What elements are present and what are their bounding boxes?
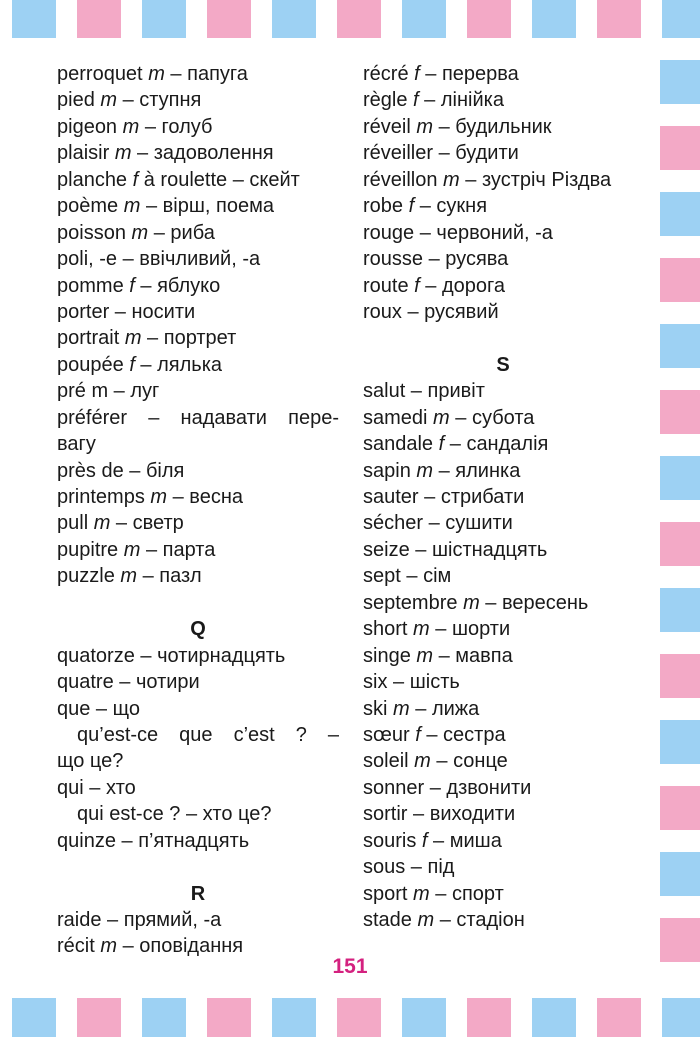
border-square <box>337 0 381 38</box>
translation: сестра <box>443 723 506 746</box>
dictionary-entry: quinze – п’ятнадцять <box>57 829 250 852</box>
dictionary-entry: stade m – стадіон <box>363 909 525 931</box>
translation: шість <box>409 671 460 694</box>
headword: pupitre <box>57 538 119 561</box>
border-square <box>662 0 700 38</box>
gender-marker: m <box>413 882 430 905</box>
headword: pomme <box>57 274 124 297</box>
border-square <box>532 0 576 38</box>
border-square <box>207 0 251 38</box>
dictionary-entry: sonner – дзвонити <box>363 776 532 799</box>
translation: перерва <box>441 63 519 85</box>
dictionary-line: вагу <box>57 433 96 456</box>
dictionary-entry: pied m – ступня <box>57 89 202 112</box>
translation: чотири <box>135 671 200 694</box>
dictionary-entry: pupitre m – парта <box>57 538 216 561</box>
translation: сушити <box>445 512 513 535</box>
headword: roux <box>363 300 402 323</box>
border-square <box>467 0 511 38</box>
translation: сандалія <box>466 433 549 456</box>
gender-marker: m <box>123 538 141 561</box>
headword: printemps <box>57 486 145 508</box>
gender-marker: m <box>131 221 149 244</box>
border-square <box>660 126 700 170</box>
gender-marker: m <box>100 935 118 958</box>
translation: задоволення <box>153 142 274 165</box>
translation: папуга <box>187 63 248 85</box>
headword: singe <box>363 644 411 667</box>
dictionary-entry: ski m – лижа <box>363 697 480 720</box>
headword: perroquet <box>57 63 143 85</box>
headword: route <box>363 274 409 297</box>
dictionary-entry: pré m – луг <box>57 380 160 403</box>
headword: récré <box>363 63 409 85</box>
translation: стрибати <box>440 486 525 508</box>
headword: rousse <box>363 248 424 271</box>
dictionary-entry: sécher – сушити <box>363 512 513 535</box>
headword: quatre <box>57 671 114 694</box>
dictionary-line: qui est-ce ? – хто це? <box>77 803 272 826</box>
dictionary-entry: poli, -e – ввічливий, -а <box>57 248 261 271</box>
dictionary-entry: salut – привіт <box>363 380 485 403</box>
gender-marker: m <box>123 195 141 218</box>
gender-marker: m <box>413 618 430 641</box>
translation: будити <box>455 142 519 165</box>
headword: réveillon <box>363 168 438 191</box>
border-square <box>660 588 700 632</box>
translation: дорога <box>441 274 505 297</box>
headword: raide <box>57 909 102 931</box>
translation: голуб <box>161 115 213 138</box>
translation: ялинка <box>455 459 521 482</box>
translation: светр <box>132 512 184 535</box>
translation: миша <box>449 829 502 852</box>
gender-marker: m <box>122 115 140 138</box>
headword: pull <box>57 512 89 535</box>
headword: rouge <box>363 221 415 244</box>
gender-marker: m <box>150 486 168 508</box>
translation: русява <box>445 248 509 271</box>
top-decorative-border <box>0 0 700 38</box>
dictionary-entry: récré f – перерва <box>363 63 519 85</box>
translation: червоний, -а <box>436 221 553 244</box>
gender-marker: m <box>93 512 111 535</box>
dictionary-entry: sandale f – сандалія <box>363 433 549 456</box>
dictionary-entry: route f – дорога <box>363 274 505 297</box>
gender-marker: m <box>114 142 132 165</box>
gender-marker: m <box>393 697 410 720</box>
dictionary-entry: robe f – сукня <box>363 195 488 218</box>
headword: quatorze <box>57 644 135 667</box>
dictionary-entry: quatre – чотири <box>57 671 200 694</box>
border-square <box>660 324 700 368</box>
headword: quinze <box>57 829 116 852</box>
translation: сукня <box>436 195 488 218</box>
headword: sandale <box>363 433 434 456</box>
translation: весна <box>189 486 243 508</box>
headword: plaisir <box>57 142 110 165</box>
dictionary-entry: règle f – лінійка <box>363 89 504 112</box>
translation: зустріч Різдва <box>481 168 612 191</box>
dictionary-entry: short m – шорти <box>363 618 511 641</box>
spacer <box>57 854 339 880</box>
right-decorative-border <box>660 60 700 990</box>
headword: poème <box>57 195 119 218</box>
dictionary-entry: poupée f – лялька <box>57 353 223 376</box>
gender-marker: f <box>129 274 135 297</box>
headword: près de <box>57 459 124 482</box>
dictionary-entry: septembre m – вересень <box>363 591 589 614</box>
dictionary-entry: plaisir m – задоволення <box>57 142 274 165</box>
dictionary-entry: porter – носити <box>57 300 196 323</box>
translation: хто <box>105 776 136 799</box>
dictionary-entry: pigeon m – голуб <box>57 115 213 138</box>
gender-marker: m <box>100 89 118 112</box>
border-square <box>660 60 700 104</box>
gender-marker: f <box>438 433 445 456</box>
translation: скейт <box>249 168 300 191</box>
dictionary-entry: réveillon m – зустріч Різдва <box>363 168 612 191</box>
translation: яблуко <box>157 274 221 297</box>
translation: дзвонити <box>446 776 532 799</box>
spacer <box>57 590 339 616</box>
border-square <box>272 0 316 38</box>
dictionary-entry: pull m – светр <box>57 512 184 535</box>
headword: pied <box>57 89 95 112</box>
dictionary-entry: portrait m – портрет <box>57 327 237 350</box>
border-square <box>532 998 576 1037</box>
gender-marker: m <box>414 750 431 773</box>
translation: ступня <box>139 89 202 112</box>
letter-heading: S <box>496 353 510 376</box>
headword: sortir <box>363 803 408 826</box>
headword: robe <box>363 195 404 218</box>
border-square <box>660 390 700 434</box>
dictionary-entry: singe m – мавпа <box>363 644 513 667</box>
gender-marker: m <box>124 327 142 350</box>
dictionary-entry: sept – сім <box>363 565 452 588</box>
translation: вересень <box>501 591 589 614</box>
translation: портрет <box>163 327 237 350</box>
border-square <box>402 998 446 1037</box>
gender-marker: m <box>443 168 460 191</box>
headword: sonner <box>363 776 425 799</box>
translation: стадіон <box>456 909 525 931</box>
headword: poupée <box>57 353 124 376</box>
translation: будильник <box>455 115 552 138</box>
dictionary-entry: planche f à roulette – скейт <box>57 168 300 191</box>
dictionary-entry: sœur f – сестра <box>363 723 506 746</box>
border-square <box>337 998 381 1037</box>
border-square <box>142 0 186 38</box>
translation: пазл <box>159 565 202 588</box>
translation: що <box>112 697 140 720</box>
dictionary-entry: perroquet m – папуга <box>57 63 248 85</box>
dictionary-entry: qui – хто <box>57 776 136 799</box>
gender-marker: f <box>414 274 420 297</box>
translation: чотирнадцять <box>157 644 286 667</box>
translation: під <box>427 856 455 879</box>
gender-marker: m <box>416 459 434 482</box>
dictionary-entry: quatorze – чотирнадцять <box>57 644 286 667</box>
headword: sapin <box>363 459 411 482</box>
border-square <box>662 998 700 1037</box>
border-square <box>12 998 56 1037</box>
translation: п’ятнадцять <box>138 829 250 852</box>
headword: souris <box>363 829 417 852</box>
translation: оповідання <box>139 935 244 958</box>
border-square <box>402 0 446 38</box>
gender-marker: m <box>148 63 165 85</box>
gender-marker: f <box>414 63 420 85</box>
translation: виходити <box>429 803 516 826</box>
border-square <box>660 720 700 764</box>
border-square <box>207 998 251 1037</box>
gender-marker: m <box>416 115 434 138</box>
translation: лижа <box>431 697 480 720</box>
translation: сім <box>423 565 452 588</box>
headword: réveil <box>363 115 411 138</box>
headword: stade <box>363 909 412 931</box>
dictionary-entry: près de – біля <box>57 459 185 482</box>
headword: planche <box>57 168 128 191</box>
headword: sœur <box>363 723 410 746</box>
headword: puzzle <box>57 565 115 588</box>
dictionary-entry: sport m – спорт <box>363 882 504 905</box>
headword: pré m <box>57 380 109 403</box>
translation: русявий <box>424 300 499 323</box>
border-square <box>660 456 700 500</box>
headword: qui <box>57 776 84 799</box>
headword: ski <box>363 697 388 720</box>
dictionary-entry: souris f – миша <box>363 829 502 852</box>
translation: луг <box>130 380 160 403</box>
translation: парта <box>162 538 216 561</box>
spacer <box>363 325 643 351</box>
dictionary-entry: six – шість <box>363 671 460 694</box>
headword: salut <box>363 380 406 403</box>
translation: біля <box>145 459 185 482</box>
border-square <box>597 0 641 38</box>
letter-heading: Q <box>190 618 206 641</box>
border-square <box>272 998 316 1037</box>
headword: récit <box>57 935 95 958</box>
translation: прямий, -а <box>123 909 222 931</box>
translation: шорти <box>451 618 511 641</box>
headword: porter <box>57 300 110 323</box>
gender-marker: f <box>408 195 415 218</box>
dictionary-entry: rouge – червоний, -а <box>363 221 553 244</box>
headword: sauter <box>363 486 419 508</box>
headword: poli, -e <box>57 248 118 271</box>
translation: субота <box>471 406 535 429</box>
translation: шістнадцять <box>431 538 548 561</box>
translation: лінійка <box>440 89 504 112</box>
dictionary-entry: sous – під <box>363 856 455 879</box>
border-square <box>77 998 121 1037</box>
translation: сонце <box>453 750 508 773</box>
gender-marker: m <box>120 565 138 588</box>
gender-marker: f <box>132 168 139 191</box>
border-square <box>660 522 700 566</box>
dictionary-line: préférer – надавати пере- <box>57 406 339 429</box>
page-number: 151 <box>332 955 368 978</box>
headword: seize <box>363 538 410 561</box>
headword: sept <box>363 565 401 588</box>
gender-marker: f <box>413 89 419 112</box>
headword: six <box>363 671 388 694</box>
right-column <box>363 61 643 933</box>
headword: pigeon <box>57 115 118 138</box>
border-square <box>660 786 700 830</box>
translation: риба <box>170 221 215 244</box>
headword: règle <box>363 89 408 112</box>
translation: ввічливий, -а <box>139 248 261 271</box>
dictionary-line: qu’est-ce que c’est ? – <box>77 723 339 746</box>
gender-marker: m <box>463 591 480 614</box>
letter-heading: R <box>190 882 206 905</box>
headword-suffix: à roulette <box>143 168 228 191</box>
headword: septembre <box>363 591 458 614</box>
headword: poisson <box>57 221 126 244</box>
headword: portrait <box>57 327 120 350</box>
border-square <box>77 0 121 38</box>
dictionary-entry: printemps m – весна <box>57 486 243 508</box>
translation: вірш, поема <box>162 195 274 218</box>
translation: лялька <box>157 353 223 376</box>
dictionary-entry: soleil m – сонце <box>363 750 508 773</box>
headword: sous <box>363 856 406 879</box>
border-square <box>597 998 641 1037</box>
bottom-decorative-border <box>0 998 700 1036</box>
headword: que <box>57 697 91 720</box>
dictionary-entry: roux – русявий <box>363 300 499 323</box>
dictionary-line: що це? <box>57 750 124 773</box>
translation: носити <box>131 300 196 323</box>
border-square <box>660 258 700 302</box>
border-square <box>142 998 186 1037</box>
dictionary-entry: réveil m – будильник <box>363 115 552 138</box>
dictionary-entry: réveiller – будити <box>363 142 519 165</box>
gender-marker: f <box>129 353 135 376</box>
border-square <box>12 0 56 38</box>
dictionary-entry: samedi m – субота <box>363 406 535 429</box>
border-square <box>660 192 700 236</box>
border-square <box>660 852 700 896</box>
dictionary-entry: sortir – виходити <box>363 803 516 826</box>
translation: мавпа <box>455 644 513 667</box>
headword: samedi <box>363 406 428 429</box>
dictionary-entry: sapin m – ялинка <box>363 459 521 482</box>
dictionary-entry: que – що <box>57 697 140 720</box>
translation: привіт <box>427 380 485 403</box>
border-square <box>467 998 511 1037</box>
dictionary-entry: seize – шістнадцять <box>363 538 548 561</box>
left-column <box>57 61 339 960</box>
dictionary-entry: puzzle m – пазл <box>57 565 202 588</box>
gender-marker: m <box>416 644 434 667</box>
gender-marker: m <box>433 406 450 429</box>
dictionary-entry: récit m – оповідання <box>57 935 244 958</box>
dictionary-entry: pomme f – яблуко <box>57 274 221 297</box>
headword: soleil <box>363 750 409 773</box>
headword: réveiller <box>363 142 434 165</box>
dictionary-entry: raide – прямий, -а <box>57 909 222 931</box>
gender-marker: m <box>417 909 435 931</box>
gender-marker: f <box>415 723 421 746</box>
dictionary-entry: poème m – вірш, поема <box>57 195 274 218</box>
border-square <box>660 654 700 698</box>
translation: спорт <box>451 882 504 905</box>
headword: sport <box>363 882 408 905</box>
headword: sécher <box>363 512 424 535</box>
gender-marker: f <box>421 829 428 852</box>
dictionary-entry: rousse – русява <box>363 248 509 271</box>
dictionary-entry: poisson m – риба <box>57 221 215 244</box>
headword: short <box>363 618 408 641</box>
dictionary-entry: sauter – стрибати <box>363 486 525 508</box>
